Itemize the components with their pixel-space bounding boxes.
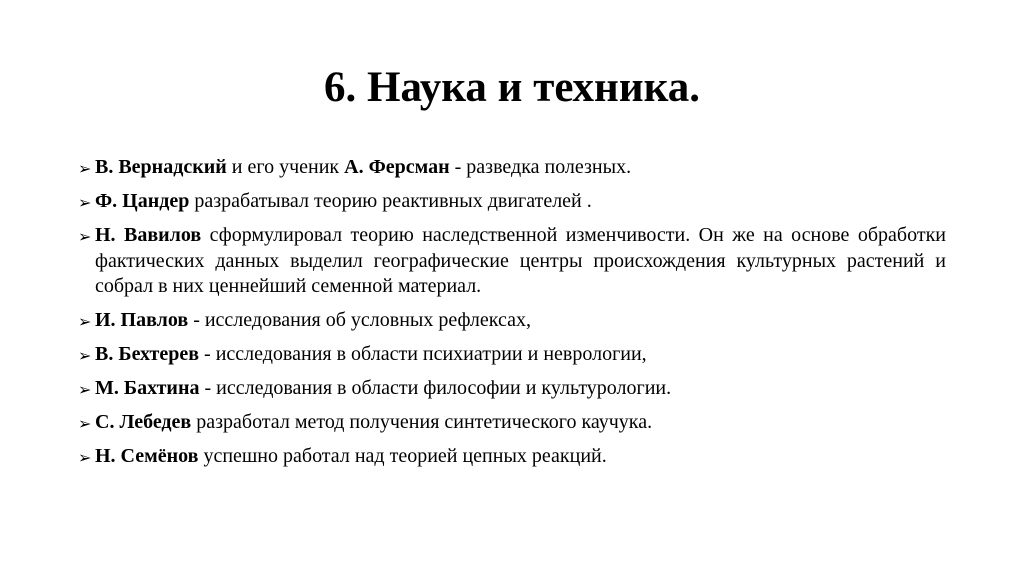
bullet-text: успешно работал над теорией цепных реакций. [198,445,607,467]
arrow-bullet-icon: ➢ [78,346,92,365]
scientist-name: В. Бехтерев [95,343,200,365]
scientist-name: С. Лебедев [95,411,192,433]
scientist-name: А. Ферсман [344,156,450,178]
bullet-item [78,308,946,334]
scientist-name: И. Павлов [95,309,189,331]
bullet-item [78,223,946,300]
scientist-name: Ф. Цандер [95,190,190,212]
bullet-item [78,410,946,436]
scientist-name: Н. Вавилов [95,224,202,246]
bullet-item [78,155,946,181]
scientist-name: Н. Семёнов [95,445,199,467]
bullet-text: - разведка полезных. [449,156,632,178]
bullet-text: и его ученик [226,156,345,178]
bullet-text: разработал метод получения синтетического каучука. [191,411,653,433]
bullet-text: сформулировал теорию наследственной изменчивости. Он же на основе обработки фактических данных выделил географические центры происхождения культурных растений и собрал в них ценнейший семенной материал. [95,224,946,297]
bullet-text: - исследования в области философии и культурологии. [199,377,672,399]
bullet-item [78,444,946,470]
bullet-text: - исследования об условных рефлексах, [188,309,532,331]
bullet-item [78,189,946,215]
scientist-name: М. Бахтина [95,377,200,399]
arrow-bullet-icon: ➢ [78,193,92,212]
arrow-bullet-icon: ➢ [78,448,92,467]
bullet-list [78,155,946,478]
arrow-bullet-icon: ➢ [78,312,92,331]
arrow-bullet-icon: ➢ [78,380,92,399]
bullet-text: разрабатывал теорию реактивных двигателей . [189,190,592,212]
bullet-item [78,342,946,368]
slide-title: 6. Наука и техника. [324,64,700,111]
arrow-bullet-icon: ➢ [78,159,92,178]
bullet-item [78,376,946,402]
arrow-bullet-icon: ➢ [78,227,92,246]
arrow-bullet-icon: ➢ [78,414,92,433]
bullet-text: - исследования в области психиатрии и неврологии, [199,343,647,365]
scientist-name: В. Вернадский [95,156,227,178]
